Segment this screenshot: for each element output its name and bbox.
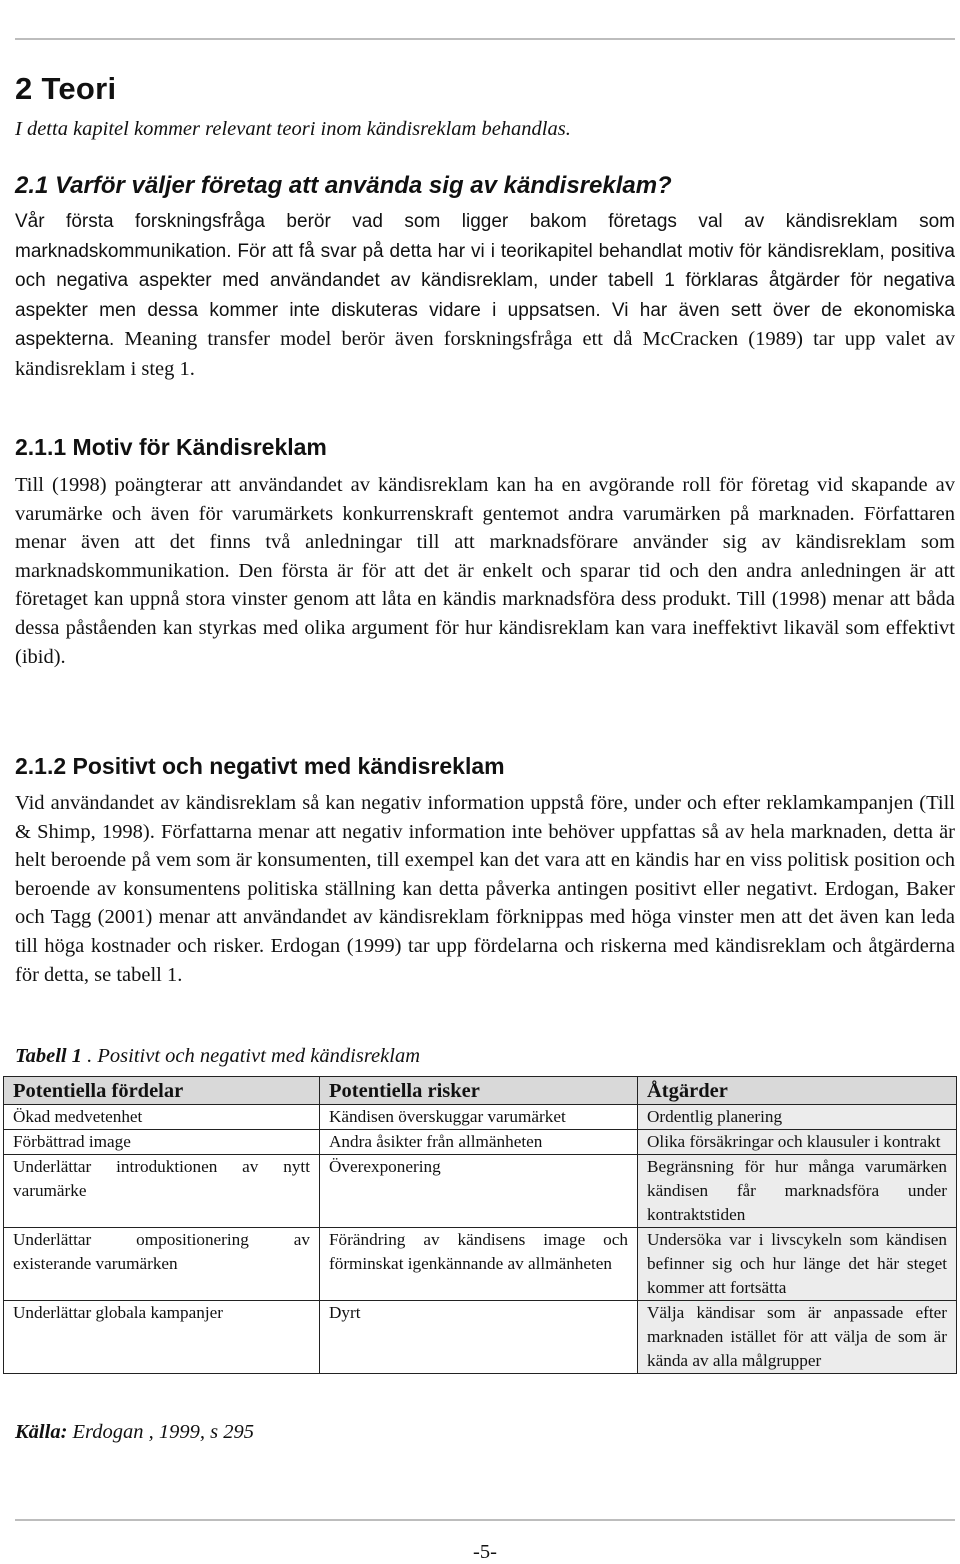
table-cell: Underlättar ompositionering av existerande varumärken	[4, 1228, 320, 1301]
table-header-cell: Potentiella risker	[320, 1077, 638, 1105]
table-cell: Förbättrad image	[4, 1130, 320, 1155]
table-caption-text: . Positivt och negativt med kändisreklam	[82, 1045, 420, 1067]
section-2-1-text-sans: Vår första forskningsfråga berör vad som ligger bakom företags val av kändisreklam som marknadskommunikation. För att få svar på detta har vi i teorikapitel behandlat motiv för kändisreklam, positiva och negativa aspekter med användandet av kändisreklam, under tabell 1 förklaras åtgärder för negativa aspekter men dessa kommer inte diskuteras vidare i uppsatsen. Vi har även sett över de ekonomiska aspekterna.	[15, 211, 955, 351]
section-2-1-2-paragraph: Vid användandet av kändisreklam så kan negativ information uppstå före, under och efter reklamkampanjen (Till & Shimp, 1998). Författarna menar att negativ information inte behöver uppfattas så av hela marknaden, detta är helt beroende på vem som är konsumenten, till exempel kan det vara att en kändis har en viss politisk position och beroende av konsumentens politiska ställning kan detta påverka antingen positivt eller negativt. Erdogan, Baker och Tagg (2001) menar att användandet av kändisreklam förknippas med höga vinster men att det även kan leda till höga kostnader och risker. Erdogan (1999) tar upp fördelarna och riskerna med kändisreklam och åtgärderna för detta, se tabell 1.	[15, 792, 955, 986]
section-heading-2-1-1: 2.1.1 Motiv för Kändisreklam	[15, 434, 327, 460]
table-cell: Överexponering	[320, 1155, 638, 1228]
table-cell: Undersöka var i livscykeln som kändisen befinner sig och hur länge det här steget kommer att fortsätta	[638, 1228, 957, 1301]
table-row	[4, 1105, 957, 1130]
table-source-text: Erdogan , 1999, s 295	[67, 1421, 254, 1443]
table-cell: Dyrt	[320, 1301, 638, 1374]
table-cell: Underlättar globala kampanjer	[4, 1301, 320, 1374]
section-heading-2-1-2: 2.1.2 Positivt och negativt med kändisreklam	[15, 753, 505, 779]
table-cell: Ordentlig planering	[638, 1105, 957, 1130]
table-header-cell: Potentiella fördelar	[4, 1077, 320, 1105]
table-cell: Underlättar introduktionen av nytt varumärke	[4, 1155, 320, 1228]
section-2-1-1-paragraph: Till (1998) poängterar att användandet av kändisreklam kan ha en avgörande roll för företag vid skapande av varumärke och även för varumärkets konkurrenskraft gentemot andra varumärken på marknaden. Författaren menar även att det finns två anledningar till att marknadsförare använder sig av kändisreklam som marknadskommunikation. Den första är för att det är enkelt och sparar tid och den andra anledningen är att företaget kan uppnå stora vinster genom att låta en kändis marknadsföra dess produkt. Till (1998) menar att båda dessa påståenden kan styrkas med olika argument för hur kändisreklam kan vara ineffektivt likaväl som effektivt (ibid).	[15, 474, 955, 668]
footer-rule	[15, 1519, 955, 1521]
table-cell: Begränsning för hur många varumärken kändisen får marknadsföra under kontraktstiden	[638, 1155, 957, 1228]
table-cell: Kändisen överskuggar varumärket	[320, 1105, 638, 1130]
table-source	[15, 1421, 254, 1444]
table-cell: Förändring av kändisens image och förminskat igenkännande av allmänheten	[320, 1228, 638, 1301]
table-cell: Olika försäkringar och klausuler i kontrakt	[638, 1130, 957, 1155]
chapter-intro: I detta kapitel kommer relevant teori inom kändisreklam behandlas.	[15, 118, 571, 140]
table-caption-label: Tabell 1	[15, 1045, 83, 1067]
header-rule	[15, 38, 955, 40]
table-cell: Välja kändisar som är anpassade efter marknaden istället för att välja de som är kända av alla målgrupper	[638, 1301, 957, 1374]
table-header-row	[4, 1077, 957, 1105]
table-cell: Ökad medvetenhet	[4, 1105, 320, 1130]
table-source-label: Källa:	[15, 1421, 68, 1443]
table-header-cell: Åtgärder	[638, 1077, 957, 1105]
table-row	[4, 1228, 957, 1301]
section-2-1-text-serif: Meaning transfer model berör även forskningsfråga ett då McCracken (1989) tar upp valet av kändisreklam i steg 1.	[15, 328, 955, 380]
page-number: -5-	[473, 1541, 497, 1563]
table-cell: Andra åsikter från allmänheten	[320, 1130, 638, 1155]
table-row	[4, 1155, 957, 1228]
table-caption	[15, 1045, 420, 1068]
benefits-risks-table	[3, 1076, 957, 1374]
section-heading-2-1: 2.1 Varför väljer företag att använda sig av kändisreklam?	[15, 172, 672, 199]
table-row	[4, 1301, 957, 1374]
chapter-heading: 2 Teori	[15, 71, 117, 106]
section-2-1-paragraph	[15, 207, 955, 384]
table-row	[4, 1130, 957, 1155]
